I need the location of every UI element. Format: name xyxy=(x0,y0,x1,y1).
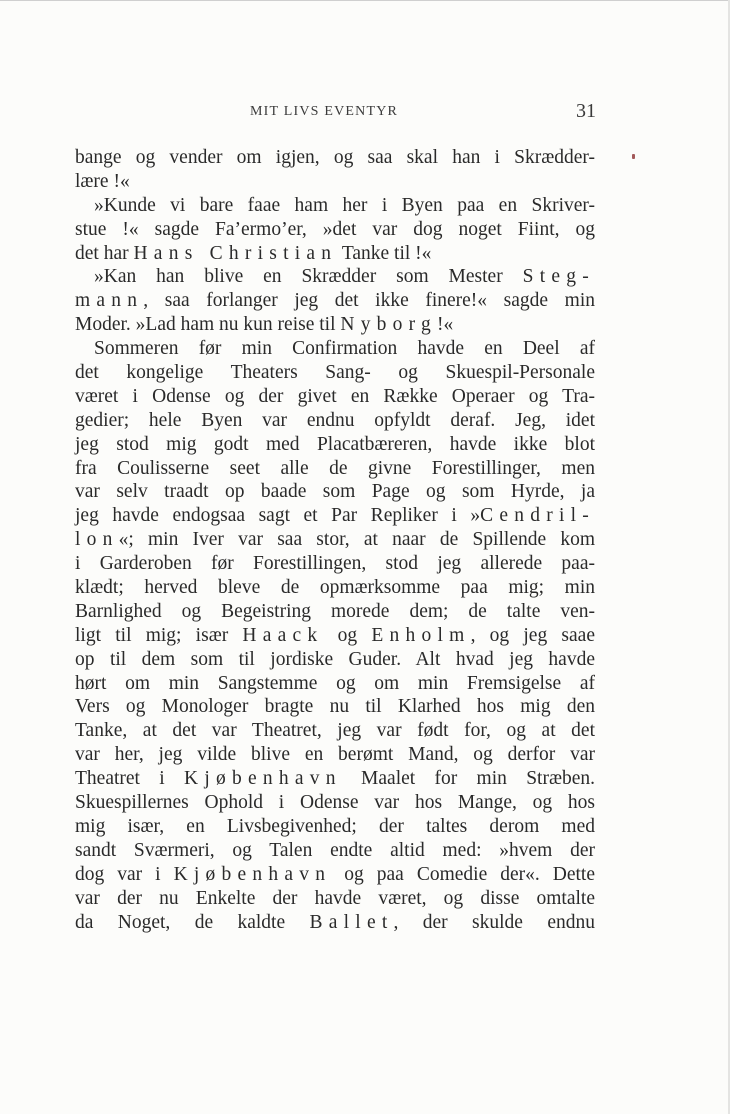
text-segment: i Garderoben før Forestillingen, stod jeg allerede paa- xyxy=(75,553,595,575)
text-segment: »Kunde vi bare faae ham her i Byen paa en Skriver- xyxy=(94,194,595,216)
text-line xyxy=(75,695,595,719)
text-segment: Tanke, at det var Theatret, jeg var født for, og at det xyxy=(75,720,595,742)
text-line xyxy=(75,528,595,552)
spaced-name: Kjøbenhavn xyxy=(184,768,342,790)
text-segment: og xyxy=(323,624,372,646)
spaced-name: mann xyxy=(75,290,144,312)
text-segment: lære !« xyxy=(75,170,130,192)
text-segment: sandt Sværmeri, og Talen endte altid med: »hvem der xyxy=(75,839,595,861)
text-segment: »Kan han blive en Skrædder som Mester xyxy=(94,266,523,288)
body-text xyxy=(75,146,595,934)
text-segment: stue !« sagde Fa’ermo’er, »det var dog noget Fiint, og xyxy=(75,218,595,240)
text-line xyxy=(75,743,595,767)
text-line xyxy=(75,719,595,743)
text-segment: og paa Comedie der«. Dette xyxy=(331,863,595,885)
text-segment: det har xyxy=(75,242,134,264)
text-segment: bange og vender om igjen, og saa skal han i Skrædder- xyxy=(75,147,595,168)
text-segment: , saa forlanger jeg det ikke finere!« sagde min xyxy=(143,290,595,312)
spaced-name: Hans Christian xyxy=(133,242,338,264)
text-line xyxy=(75,576,595,600)
text-line xyxy=(75,504,595,528)
spaced-name: Steg- xyxy=(522,266,595,288)
text-segment: været i Odense og der givet en Række Operaer og Tra- xyxy=(75,385,595,407)
text-line xyxy=(75,480,595,504)
text-segment: klædt; herved bleve de opmærksomme paa mig; min xyxy=(75,577,595,599)
text-line xyxy=(75,361,595,385)
text-line xyxy=(75,457,595,481)
text-segment: det kongelige Theaters Sang- og Skuespil-Personale xyxy=(75,362,595,384)
spaced-name: Haack xyxy=(242,624,324,646)
spaced-name: lon xyxy=(75,529,119,551)
text-line xyxy=(75,146,595,170)
text-line xyxy=(75,409,595,433)
text-line xyxy=(75,170,595,194)
text-line xyxy=(75,242,595,266)
text-segment: , og jeg saae xyxy=(470,624,595,646)
text-segment: var her, jeg vilde blive en berømt Mand, og derfor var xyxy=(75,744,595,766)
spaced-name: Nyborg xyxy=(340,314,438,336)
text-segment: var der nu Enkelte der havde været, og disse omtalte xyxy=(75,887,595,909)
text-segment: ligt til mig; især xyxy=(75,624,243,646)
text-segment: !« xyxy=(437,314,454,336)
margin-mark xyxy=(632,154,635,159)
text-line xyxy=(75,887,595,911)
text-segment: da Noget, de kaldte xyxy=(75,911,310,933)
text-segment: op til dem som til jordiske Guder. Alt hvad jeg havde xyxy=(75,648,595,670)
text-line xyxy=(75,600,595,624)
text-segment: jeg stod mig godt med Placatbæreren, havde ikke blot xyxy=(75,433,595,455)
text-segment: Skuespillernes Ophold i Odense var hos Mange, og hos xyxy=(75,792,595,814)
text-segment: Vers og Monologer bragte nu til Klarhed hos mig den xyxy=(75,696,595,718)
text-segment: gedier; hele Byen var endnu opfyldt deraf. Jeg, idet xyxy=(75,409,595,431)
spaced-name: Enholm xyxy=(371,624,471,646)
text-segment: fra Coulisserne seet alle de givne Forestillinger, men xyxy=(75,457,595,479)
page-top-edge xyxy=(0,0,730,1)
text-line xyxy=(75,337,595,361)
spaced-name: Cendril- xyxy=(480,505,595,527)
text-line xyxy=(75,624,595,648)
text-line xyxy=(75,672,595,696)
text-line xyxy=(75,433,595,457)
text-line xyxy=(75,648,595,672)
text-segment: hørt om min Sangstemme og om min Fremsigelse af xyxy=(75,672,595,694)
text-segment: , der skulde endnu xyxy=(393,911,595,933)
text-line xyxy=(75,815,595,839)
text-line xyxy=(75,839,595,863)
text-segment: Moder. »Lad ham nu kun reise til xyxy=(75,314,341,336)
text-line xyxy=(75,265,595,289)
text-segment: Theatret i xyxy=(75,768,185,790)
text-line xyxy=(75,218,595,242)
spaced-name: Kjøbenhavn xyxy=(173,863,332,885)
text-line xyxy=(75,863,595,887)
text-segment: Maalet for min Stræben. xyxy=(341,768,595,790)
page-number: 31 xyxy=(576,100,596,122)
text-segment: Sommeren før min Confirmation havde en Deel af xyxy=(94,338,595,360)
text-segment: Tanke til !« xyxy=(337,242,432,264)
text-segment: Barnlighed og Begeistring morede dem; de talte ven- xyxy=(75,600,595,622)
text-segment: mig især, en Livsbegivenhed; der taltes derom med xyxy=(75,815,595,837)
text-line xyxy=(75,385,595,409)
text-line xyxy=(75,289,595,313)
spaced-name: Ballet xyxy=(309,911,394,933)
text-line xyxy=(75,313,595,337)
running-header-title: MIT LIVS EVENTYR xyxy=(250,104,399,119)
text-segment: «; min Iver var saa stor, at naar de Spillende kom xyxy=(118,529,595,551)
text-line xyxy=(75,767,595,791)
text-line xyxy=(75,552,595,576)
text-segment: dog var i xyxy=(75,863,174,885)
text-segment: var selv traadt op baade som Page og som Hyrde, ja xyxy=(75,481,595,503)
text-line xyxy=(75,911,595,935)
text-line xyxy=(75,194,595,218)
text-line xyxy=(75,791,595,815)
text-segment: jeg havde endogsaa sagt et Par Repliker i » xyxy=(75,505,481,527)
